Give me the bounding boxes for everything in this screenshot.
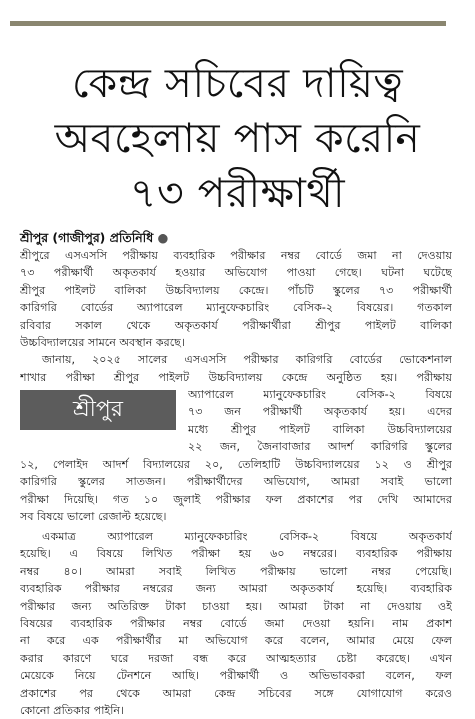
top-rule [10, 21, 446, 26]
location-tag: শ্রীপুর [20, 390, 176, 430]
body-line: জানায়, ২০২৫ সালের এসএসসি পরীক্ষার কারিগরি বোর্ডের ভোকেশনাল [42, 353, 452, 367]
byline-text: শ্রীপুর (গাজীপুর) প্রতিনিধি [20, 230, 154, 245]
body-line: শ্রীপুর পাইলট বালিকা উচ্চবিদ্যালয় কেন্দ্রে। পাঁচটি স্কুলের ৭৩ পরীক্ষার্থী [20, 283, 452, 297]
body-line: ১২, পেলাইদ আদর্শ বিদ্যালয়ের ২০, তেলিহাটি উচ্চবিদ্যালয়ের ১২ ও শ্রীপুর [20, 458, 452, 471]
body-line: শাখার পরীক্ষা শ্রীপুর পাইলট উচ্চবিদ্যালয় কেন্দ্রে অনুষ্ঠিত হয়। পরীক্ষায় [20, 370, 452, 384]
body-line: কারিগরি বোর্ডের অ্যাপারেল ম্যানুফেকচারিং বেসিক-২ বিষয়ের। গতকাল [20, 301, 452, 315]
body-line: একমাত্র অ্যাপারেল ম্যানুফেকচারিং বেসিক-২ বিষয়ে অকৃতকার্য [42, 530, 452, 543]
body-line: পরীক্ষা দিয়েছি। গত ১০ জুলাই পরীক্ষার ফল প্রকাশের পর দেখি আমাদের [20, 492, 452, 506]
headline-line-2: অবহেলায় পাস করেনি [54, 114, 421, 162]
body-line: নম্বর ৪০। আমরা সবাই লিখিত পরীক্ষায় ভালো নম্বর পেয়েছি। [20, 564, 452, 578]
body-line: ২২ জন, জৈনাবাজার আদর্শ কারিগরি স্কুলের [188, 440, 452, 454]
body-line: করার কারণে ঘরে দরজা বন্ধ করে আত্মহত্যার চেষ্টা করেছে। এখন [20, 651, 452, 665]
body-line: মেয়েকে নিয়ে টেনশনে আছি। পরীক্ষার্থী ও অভিভাবকরা বলেন, ফল [20, 669, 452, 683]
article-body-top [20, 247, 452, 386]
body-line: রবিবার সকাল থেকে অকৃতকার্য পরীক্ষার্থীরা শ্রীপুর পাইলট বালিকা [20, 318, 452, 332]
body-line: মধ্যে শ্রীপুর পাইলট বালিকা উচ্চবিদ্যালয়ের [188, 422, 452, 436]
article-body-narrow [188, 386, 452, 456]
body-line: সব বিষয়ে ভালো রেজাল্ট হয়েছে। [20, 510, 167, 524]
byline [20, 230, 168, 246]
body-line: হয়েছি। এ বিষয়ে লিখিত পরীক্ষা হয় ৬০ নম্বরের। ব্যবহারিক পরীক্ষায় [20, 547, 452, 561]
body-line: ৭৩ জন পরীক্ষার্থী অকৃতকার্য হয়। এদের [188, 405, 452, 419]
body-line: শ্রীপুরে এসএসসি পরীক্ষায় ব্যবহারিক পরীক্ষার নম্বর বোর্ডে জমা না দেওয়ায় [20, 249, 452, 262]
body-line: না করে এক পরীক্ষার্থীর মা অভিযোগ করে বলেন, আমার মেয়ে ফেল [20, 634, 452, 648]
headline [10, 56, 465, 221]
body-line: উচ্চবিদ্যালয়ের সামনে অবস্থান করছে। [20, 336, 185, 350]
article-body-bottom [20, 528, 452, 719]
body-line: কোনো প্রতিকার পাইনি। [20, 704, 124, 718]
body-line: পরীক্ষার জন্য অতিরিক্ত টাকা চাওয়া হয়। আমরা টাকা না দেওয়ায় ওই [20, 599, 452, 613]
body-line: ৭৩ পরীক্ষার্থী অকৃতকার্য হওয়ার অভিযোগ পাওয়া গেছে। ঘটনা ঘটেছে [20, 266, 452, 280]
body-line: প্রকাশের পর থেকে আমরা কেন্দ্র সচিবের সঙ্গে যোগাযোগ করেও [20, 686, 452, 700]
body-line: ব্যবহারিক পরীক্ষার নম্বরের জন্য আমরা অকৃতকার্য হয়েছি। ব্যবহারিক [20, 582, 452, 596]
body-line: কারিগরি স্কুলের সাতজন। পরীক্ষার্থীদের অভিযোগ, আমরা সবাই ভালো [20, 475, 452, 489]
byline-dot-icon: ● [157, 230, 169, 245]
article-body-mid [20, 456, 452, 526]
body-line: বিষয়ের ব্যবহারিক পরীক্ষার নম্বর বোর্ডে জমা দেওয়া হয়নি। নাম প্রকাশ [20, 617, 452, 631]
headline-line-3: ৭৩ পরীক্ষার্থী [129, 169, 346, 217]
headline-line-1: কেন্দ্র সচিবের দায়িত্ব [71, 59, 404, 107]
body-line: অ্যাপারেল ম্যানুফেকচারিং বেসিক-২ বিষয়ে [188, 388, 452, 401]
